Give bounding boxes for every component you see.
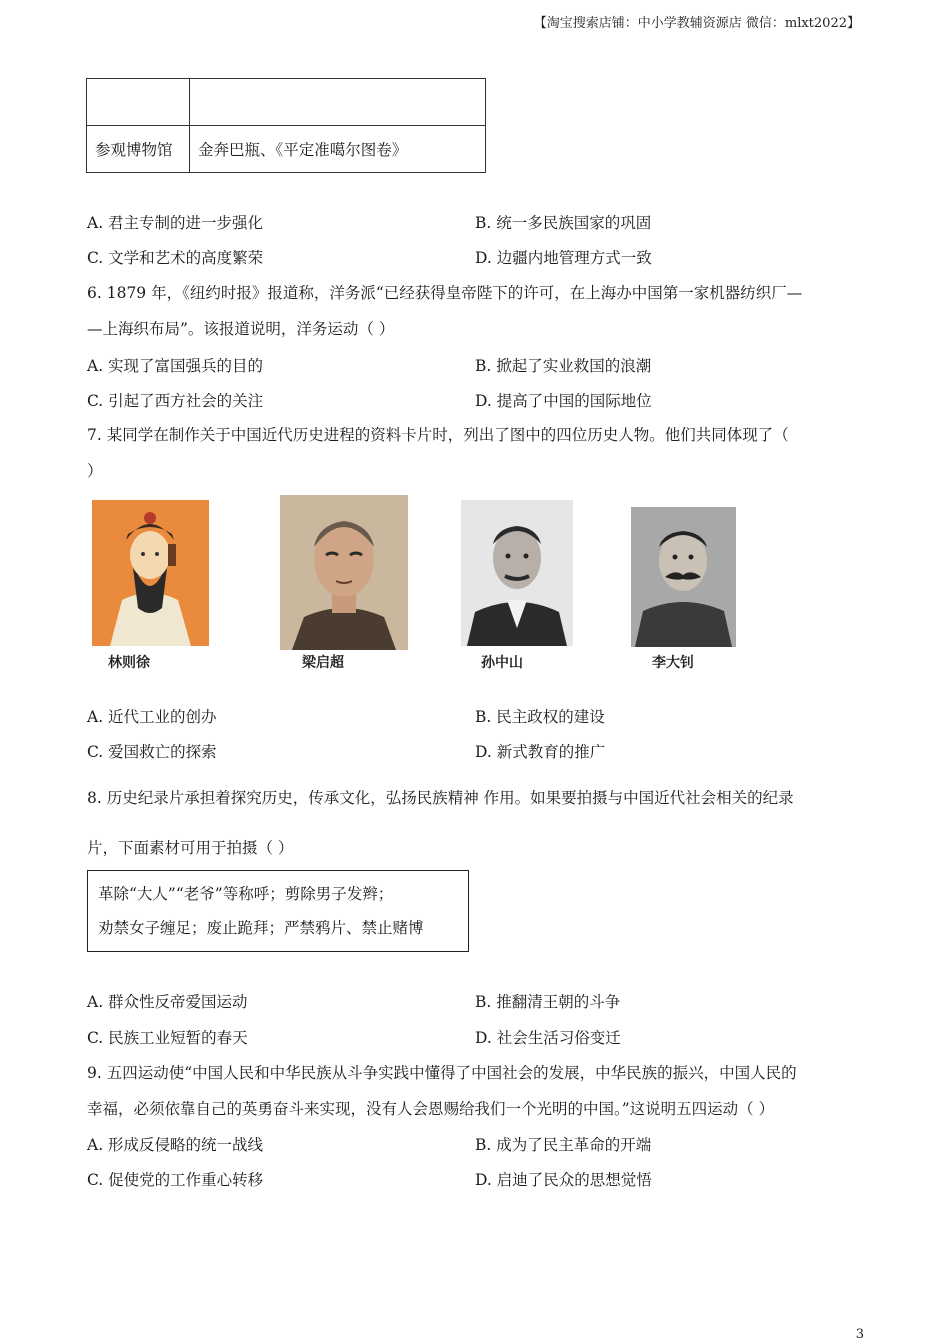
page-number: 3 xyxy=(855,1327,864,1342)
q7-option-b[interactable]: B. 民主政权的建设 xyxy=(475,708,605,726)
q7-option-d[interactable]: D. 新式教育的推广 xyxy=(475,743,606,761)
q7-stem-line1: 7. 某同学在制作关于中国近代历史进程的资料卡片时，列出了图中的四位历史人物。他们共同体现了（ xyxy=(87,426,789,444)
q6-option-b[interactable]: B. 掀起了实业救国的浪潮 xyxy=(475,357,652,375)
museum-table xyxy=(86,78,486,173)
q9-stem-line1: 9. 五四运动使“中国人民和中华民族从斗争实践中懂得了中国社会的发展，中华民族的振兴，中国人民的 xyxy=(87,1064,797,1082)
q6-option-c[interactable]: C. 引起了西方社会的关注 xyxy=(87,392,264,410)
q8-stem-line1: 8. 历史纪录片承担着探究历史，传承文化，弘扬民族精神 作用。如果要拍摄与中国近代社会相关的纪录 xyxy=(87,789,794,807)
shop-note: 【淘宝搜索店铺：中小学教辅资源店 微信：mlxt2022】 xyxy=(533,16,860,31)
q9-option-b[interactable]: B. 成为了民主革命的开端 xyxy=(475,1136,652,1154)
table-row xyxy=(87,79,486,126)
q7-stem-line2: ） xyxy=(87,462,103,480)
q9-stem-line2: 幸福，必须依靠自己的英勇奋斗来实现，没有人会恩赐给我们一个光明的中国。”这说明五四运动（ ） xyxy=(87,1100,775,1118)
q9-option-d[interactable]: D. 启迪了民众的思想觉悟 xyxy=(475,1171,652,1189)
q5-option-d[interactable]: D. 边疆内地管理方式一致 xyxy=(475,249,652,267)
q8-option-d[interactable]: D. 社会生活习俗变迁 xyxy=(475,1029,621,1047)
q8-stem-line2: 片，下面素材可用于拍摄（ ） xyxy=(87,839,294,857)
q7-option-a[interactable]: A. 近代工业的创办 xyxy=(87,708,217,726)
caption-li-dazhao: 李大钊 xyxy=(652,655,694,671)
q5-option-b[interactable]: B. 统一多民族国家的巩固 xyxy=(475,214,652,232)
q8-option-a[interactable]: A. 群众性反帝爱国运动 xyxy=(87,993,248,1011)
portrait-liang-qichao-icon xyxy=(280,495,408,650)
caption-liang-qichao: 梁启超 xyxy=(302,655,344,671)
portrait-sun-zhongshan-icon xyxy=(461,500,573,646)
q9-option-a[interactable]: A. 形成反侵略的统一战线 xyxy=(87,1136,264,1154)
q8-material-box xyxy=(87,870,469,952)
q8-option-c[interactable]: C. 民族工业短暂的春天 xyxy=(87,1029,248,1047)
q7-option-c[interactable]: C. 爱国救亡的探索 xyxy=(87,743,217,761)
q5-option-a[interactable]: A. 君主专制的进一步强化 xyxy=(87,214,264,232)
caption-lin-zexu: 林则徐 xyxy=(108,655,150,671)
table-row xyxy=(87,126,486,173)
q5-option-c[interactable]: C. 文学和艺术的高度繁荣 xyxy=(87,249,264,267)
portrait-lin-zexu-icon xyxy=(92,500,209,646)
portrait-li-dazhao-icon xyxy=(631,507,736,647)
q6-option-a[interactable]: A. 实现了富国强兵的目的 xyxy=(87,357,264,375)
table-cell xyxy=(87,79,190,126)
q9-option-c[interactable]: C. 促使党的工作重心转移 xyxy=(87,1171,264,1189)
q6-option-d[interactable]: D. 提高了中国的国际地位 xyxy=(475,392,652,410)
table-cell: 参观博物馆 xyxy=(87,126,190,173)
q8-material-line2: 劝禁女子缠足；废止跪拜；严禁鸦片、禁止赌博 xyxy=(98,919,424,937)
table-cell xyxy=(190,79,486,126)
table-cell: 金奔巴瓶、《平定准噶尔图卷》 xyxy=(190,126,486,173)
caption-sun-zhongshan: 孙中山 xyxy=(481,655,523,671)
q6-stem-line2: —上海织布局”。该报道说明，洋务运动（ ） xyxy=(87,320,395,338)
q8-option-b[interactable]: B. 推翻清王朝的斗争 xyxy=(475,993,621,1011)
q8-material-line1: 革除“大人”“老爷”等称呼；剪除男子发辫； xyxy=(98,885,394,903)
q6-stem-line1: 6. 1879 年，《纽约时报》报道称，洋务派“已经获得皇帝陛下的许可，在上海办中国第一家机器纺织厂— xyxy=(87,284,803,302)
